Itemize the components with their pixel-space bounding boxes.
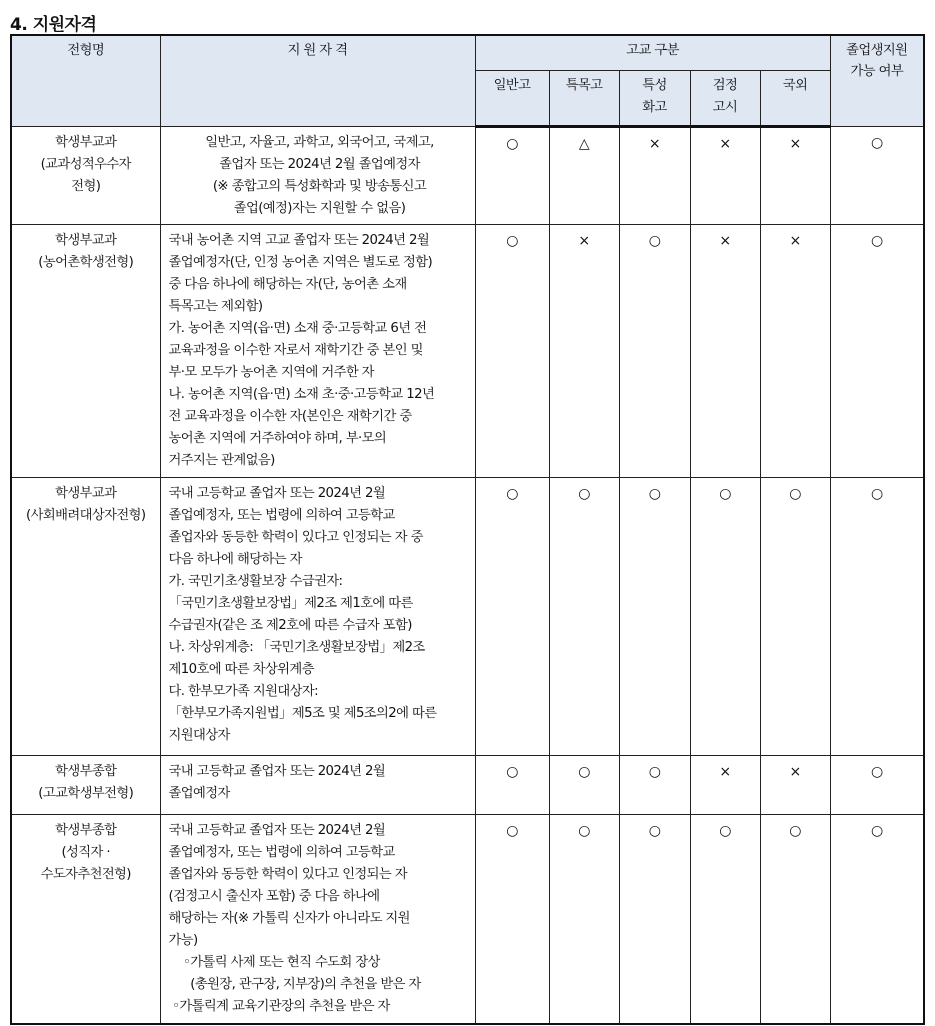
mark-overseas: × <box>760 755 830 814</box>
mark-special-purpose: ○ <box>549 755 619 814</box>
mark-qualification-exam: × <box>690 224 760 477</box>
mark-special-purpose: ○ <box>549 477 619 755</box>
mark-overseas: ○ <box>760 814 830 1024</box>
qualification-text: 국내 고등학교 졸업자 또는 2024년 2월 졸업예정자 <box>160 755 475 814</box>
mark-overseas: ○ <box>760 477 830 755</box>
mark-general: ○ <box>475 814 549 1024</box>
header-school-type: 고교 구분 <box>475 35 830 70</box>
admission-name: 학생부교과 (교과성적우수자 전형) <box>11 126 160 224</box>
table-row <box>11 814 924 1024</box>
admission-name: 학생부종합 (성직자 · 수도자추천전형) <box>11 814 160 1024</box>
mark-general: ○ <box>475 477 549 755</box>
mark-specialized: ○ <box>619 477 690 755</box>
mark-special-purpose: ○ <box>549 814 619 1024</box>
mark-qualification-exam: × <box>690 755 760 814</box>
mark-specialized: ○ <box>619 224 690 477</box>
mark-specialized: ○ <box>619 755 690 814</box>
header-name: 전형명 <box>11 35 160 126</box>
mark-special-purpose: × <box>549 224 619 477</box>
eligibility-table <box>10 34 925 1025</box>
mark-qualification-exam: ○ <box>690 477 760 755</box>
qualification-text: 국내 농어촌 지역 고교 졸업자 또는 2024년 2월 졸업예정자(단, 인정 농어촌 지역은 별도로 정함) 중 다음 하나에 해당하는 자(단, 농어촌 소재 특목고는 제외함) 가. 농어촌 지역(읍·면) 소재 중·고등학교 6년 전 교육과정을 이수한 자로서 재학기간 중 본인 및 부·모 모두가 농어촌 지역에 거주한 자 나. 농어촌 지역(읍·면) 소재 초·중·고등학교 12년 전 교육과정을 이수한 자(본인은 재학기간 중 농어촌 지역에 거주하여야 하며, 부·모의 거주지는 관계없음) <box>160 224 475 477</box>
mark-specialized: × <box>619 126 690 224</box>
header-graduate: 졸업생지원 가능 여부 <box>830 35 924 126</box>
mark-general: ○ <box>475 224 549 477</box>
mark-graduate: ○ <box>830 755 924 814</box>
table-row <box>11 477 924 755</box>
mark-graduate: ○ <box>830 814 924 1024</box>
mark-qualification-exam: ○ <box>690 814 760 1024</box>
mark-special-purpose: △ <box>549 126 619 224</box>
table-row <box>11 126 924 224</box>
mark-overseas: × <box>760 126 830 224</box>
header-qualification-exam: 검정 고시 <box>690 70 760 126</box>
mark-graduate: ○ <box>830 126 924 224</box>
qualification-text: 일반고, 자율고, 과학고, 외국어고, 국제고, 졸업자 또는 2024년 2월 졸업예정자 (※ 종합고의 특성화학과 및 방송통신고 졸업(예정)자는 지원할 수 없음) <box>160 126 475 224</box>
header-specialized: 특성 화고 <box>619 70 690 126</box>
qualification-text: 국내 고등학교 졸업자 또는 2024년 2월 졸업예정자, 또는 법령에 의하여 고등학교 졸업자와 동등한 학력이 있다고 인정되는 자 (검정고시 출신자 포함) 중 다음 하나에 해당하는 자(※ 가톨릭 신자가 아니라도 지원 가능) ◦가톨릭 사제 또는 현직 수도회 장상 (총원장, 관구장, 지부장)의 추천을 받은 자 ◦가톨릭계 교육기관장의 추천을 받은 자 <box>160 814 475 1024</box>
mark-qualification-exam: × <box>690 126 760 224</box>
header-qualification: 지 원 자 격 <box>160 35 475 126</box>
mark-general: ○ <box>475 755 549 814</box>
table-row <box>11 755 924 814</box>
mark-specialized: ○ <box>619 814 690 1024</box>
header-general: 일반고 <box>475 70 549 126</box>
qualification-text: 국내 고등학교 졸업자 또는 2024년 2월 졸업예정자, 또는 법령에 의하여 고등학교 졸업자와 동등한 학력이 있다고 인정되는 자 중 다음 하나에 해당하는 자 가. 국민기초생활보장 수급권자: 「국민기초생활보장법」제2조 제1호에 따른 수급권자(같은 조 제2호에 따른 수급자 포함) 나. 차상위계층: 「국민기초생활보장법」제2조 제10호에 따른 차상위계층 다. 한부모가족 지원대상자: 「한부모가족지원법」제5조 및 제5조의2에 따른 지원대상자 <box>160 477 475 755</box>
header-special-purpose: 특목고 <box>549 70 619 126</box>
mark-graduate: ○ <box>830 477 924 755</box>
mark-graduate: ○ <box>830 224 924 477</box>
table-row <box>11 224 924 477</box>
admission-name: 학생부종합 (고교학생부전형) <box>11 755 160 814</box>
section-title: 4. 지원자격 <box>10 15 97 35</box>
admission-name: 학생부교과 (농어촌학생전형) <box>11 224 160 477</box>
mark-general: ○ <box>475 126 549 224</box>
admission-name: 학생부교과 (사회배려대상자전형) <box>11 477 160 755</box>
mark-overseas: × <box>760 224 830 477</box>
header-overseas: 국외 <box>760 70 830 126</box>
